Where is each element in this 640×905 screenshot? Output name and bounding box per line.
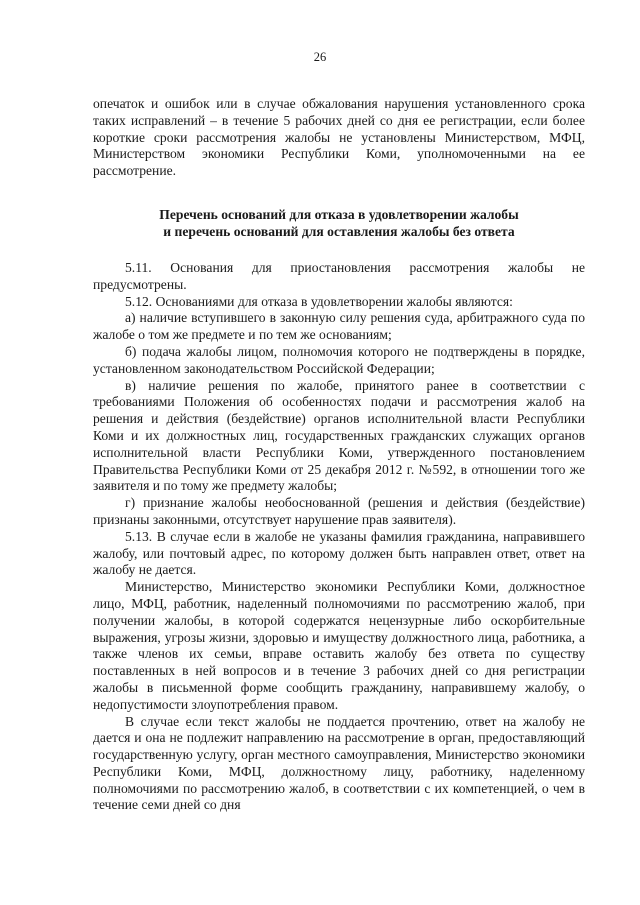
paragraph-item-b: б) подача жалобы лицом, полномочия которого не подтверждены в порядке, установленном законодательством Российской Федерации; [93, 343, 585, 376]
section-heading-line-2: и перечень оснований для оставления жалобы без ответа [163, 223, 515, 239]
paragraph-item-g: г) признание жалобы необоснованной (решения и действия (бездействие) признаны законными, отсутствует нарушение прав заявителя). [93, 495, 585, 527]
intro-paragraph: опечаток и ошибок или в случае обжалования нарушения установленного срока таких исправлений – в течение 5 рабочих дней со дня ее регистрации, если более короткие сроки рассмотрения жалобы не установлены Министерством, МФЦ, Министерством экономики Республики Коми, уполномоченными на ее рассмотрение. [93, 96, 585, 179]
paragraph-5-11: 5.11. Основания для приостановления рассмотрения жалобы не предусмотрены. [93, 259, 585, 292]
paragraph-item-a: а) наличие вступившего в законную силу решения суда, арбитражного суда по жалобе о том же предмете и по тем же основаниям; [93, 310, 585, 343]
paragraph-item-v: в) наличие решения по жалобе, принятого ранее в соответствии с требованиями Положения об особенностях подачи и рассмотрения жалоб на решения и действия (бездействие) органов исполнительной власти Республики Коми и их должностных лиц, государственных гражданских служащих органов исполнительной власти Республики Коми, утвержденного постановлением Правительства Республики Коми от 25 декабря 2012 г. №592, в отношении того же заявителя и по тому же предмету жалобы; [93, 377, 585, 494]
section-heading-line-1: Перечень оснований для отказа в удовлетворении жалобы [159, 206, 519, 222]
paragraph-offensive-content: Министерство, Министерство экономики Республики Коми, должностное лицо, МФЦ, работник, наделенный полномочиями по рассмотрению жалоб, при получении жалобы, в которой содержатся нецензурные либо оскорбительные выражения, угрозы жизни, здоровью и имуществу должностного лица, работника, а также членов их семьи, вправе оставить жалобу без ответа по существу поставленных в ней вопросов и в течение 3 рабочих дней со дня регистрации жалобы в письменной форме сообщить гражданину, направившему жалобу, о недопустимости злоупотребления правом. [93, 579, 585, 712]
paragraph-unreadable-text: В случае если текст жалобы не поддается прочтению, ответ на жалобу не дается и она не подлежит направлению на рассмотрение в орган, предоставляющий государственную услугу, орган местного самоуправления, Министерство экономики Республики Коми, МФЦ, должностному лицу, работнику, наделенному полномочиями по рассмотрению жалоб, в соответствии с их компетенцией, о чем в течение семи дней со дня [93, 713, 585, 813]
paragraph-5-13: 5.13. В случае если в жалобе не указаны фамилия гражданина, направившего жалобу, или почтовый адрес, по которому должен быть направлен ответ, ответ на жалобу не дается. [93, 528, 585, 578]
section-heading [93, 206, 585, 240]
page-number: 26 [313, 50, 327, 64]
paragraph-5-12: 5.12. Основаниями для отказа в удовлетворении жалобы являются: [125, 293, 513, 309]
document-body [93, 96, 585, 814]
